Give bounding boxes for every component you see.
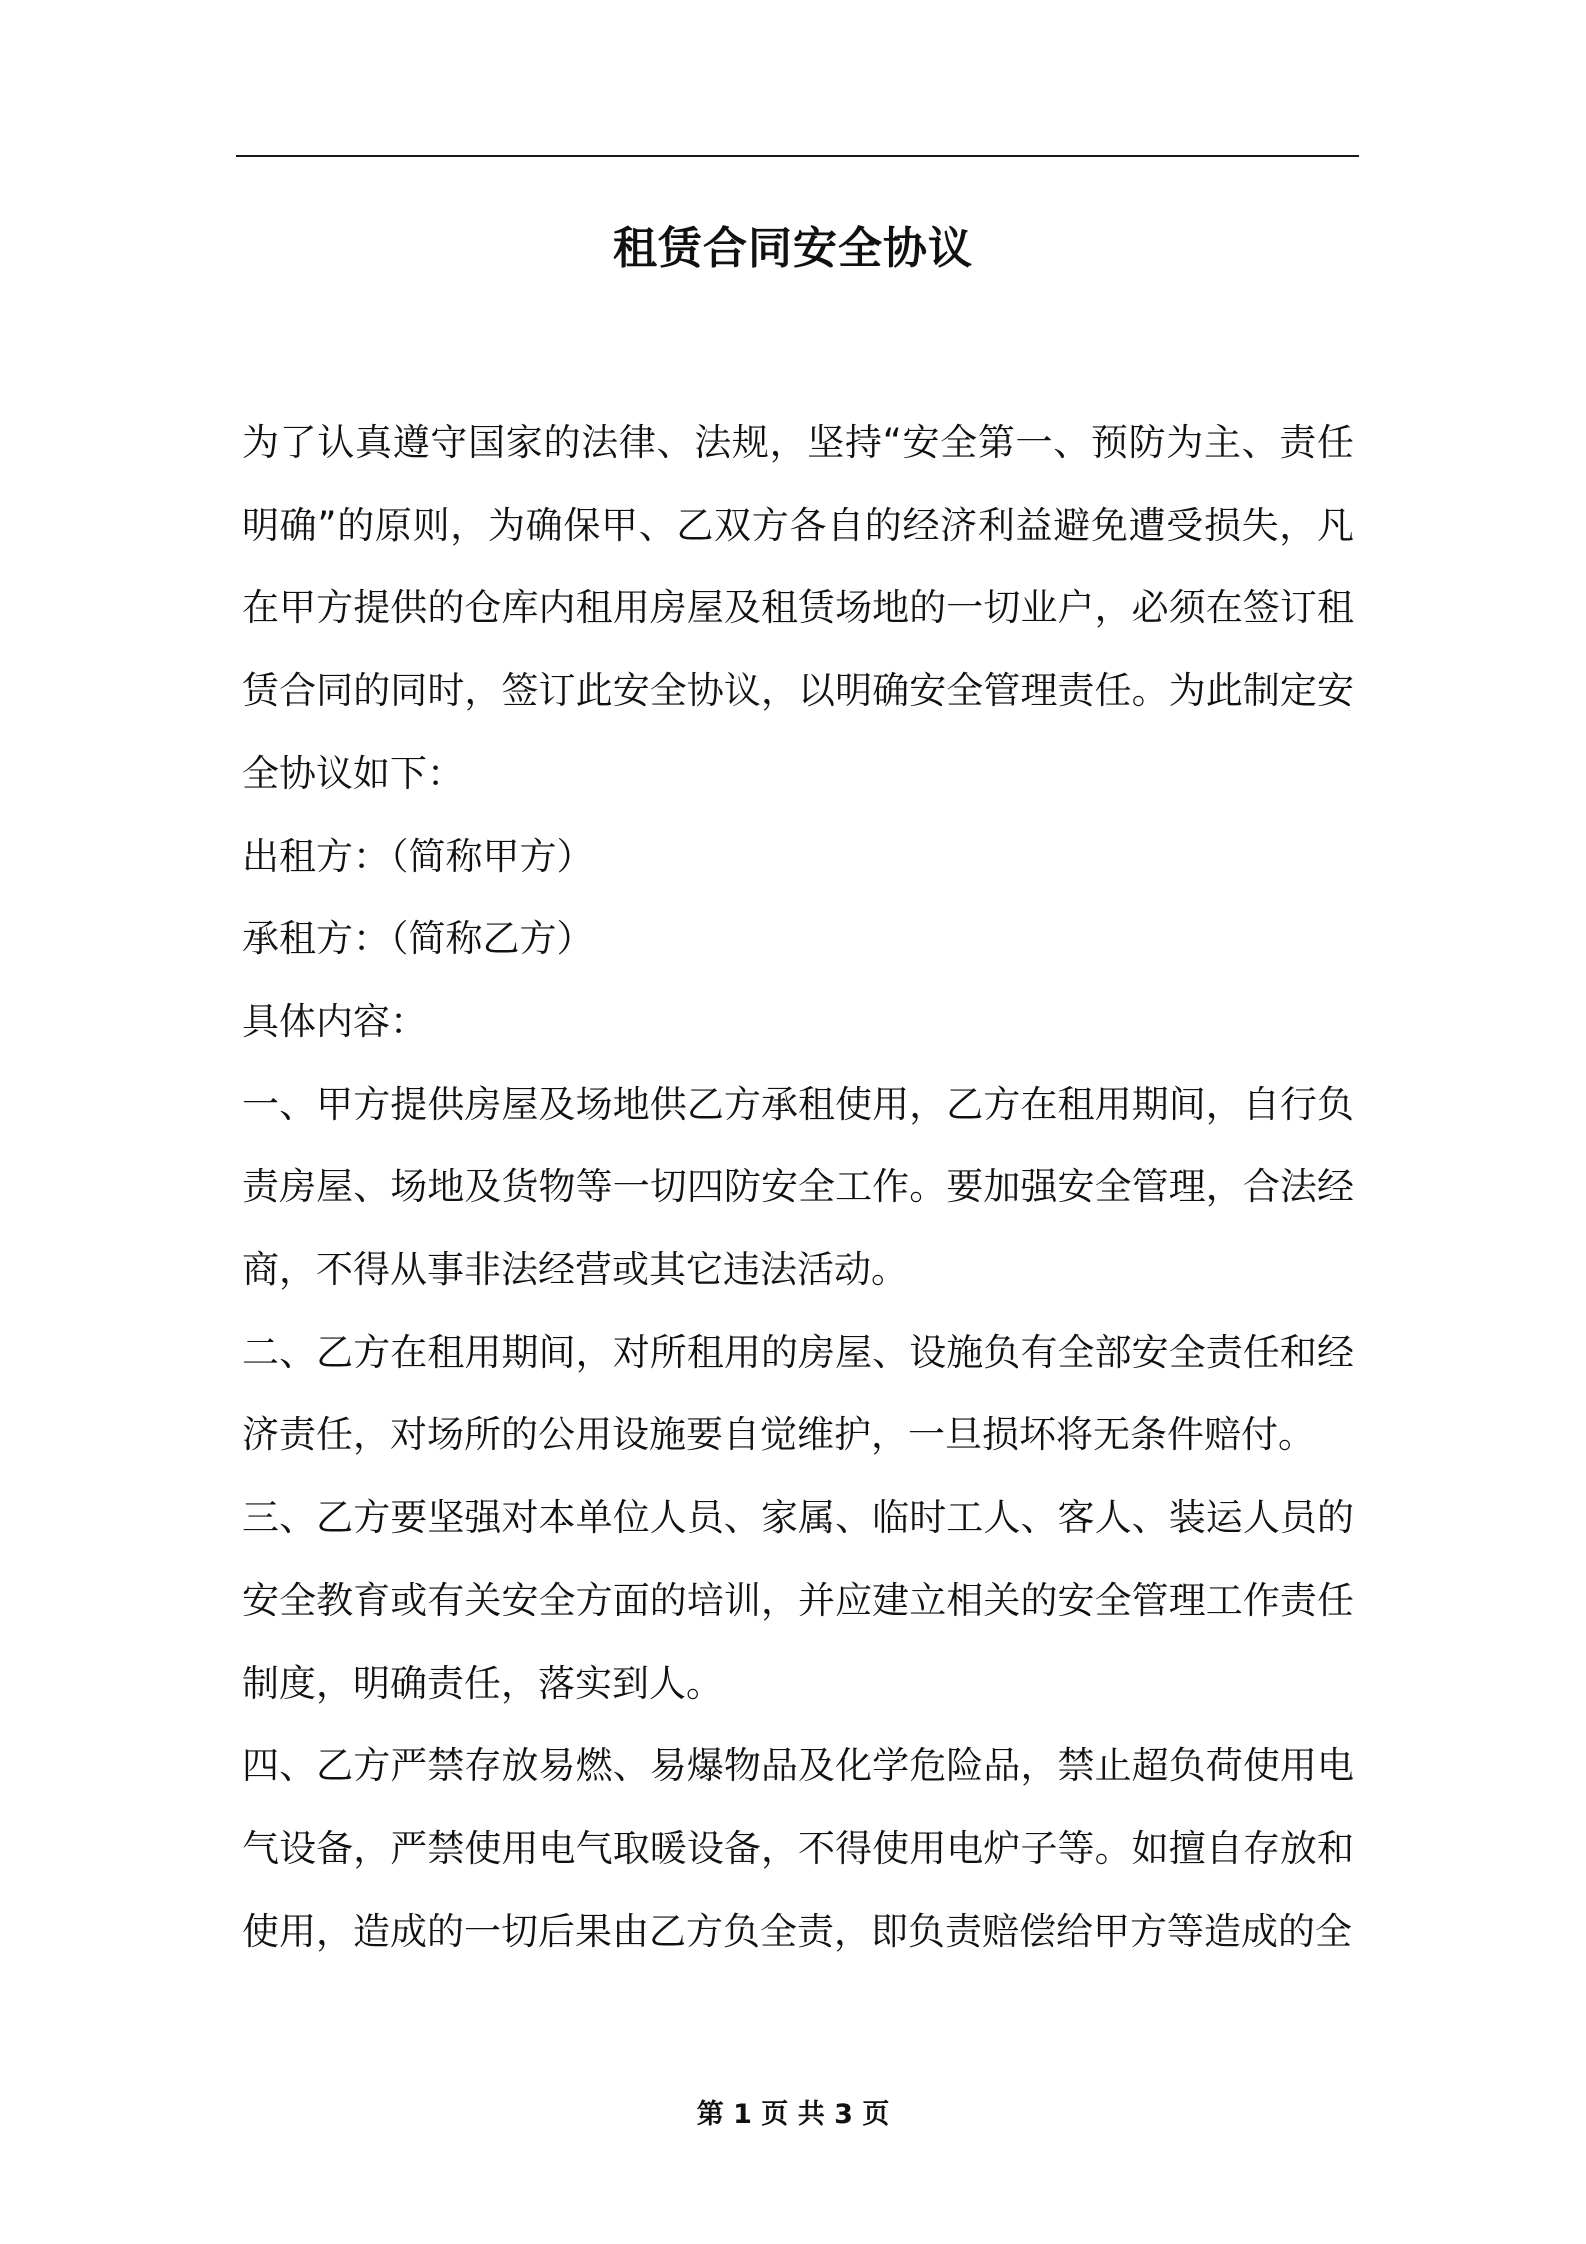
document-body — [242, 402, 1354, 1973]
document-title: 租赁合同安全协议 — [613, 223, 973, 274]
footer-middle: 页 共 — [761, 2099, 825, 2130]
paragraph-clause-2: 二、乙方在租用期间，对所租用的房屋、设施负有全部安全责任和经济责任，对场所的公用设施要自觉维护，一旦损坏将无条件赔付。 — [242, 1330, 1354, 1457]
header-rule — [236, 155, 1359, 157]
paragraph-clause-4: 四、乙方严禁存放易燃、易爆物品及化学危险品，禁止超负荷使用电气设备，严禁使用电气取暖设备，不得使用电炉子等。如擅自存放和使用，造成的一切后果由乙方负全责，即负责赔偿给甲方等造成的全 — [242, 1744, 1354, 1953]
paragraph-lessee: 承租方：（简称乙方） — [242, 917, 594, 961]
paragraph-content-heading: 具体内容： — [242, 999, 427, 1043]
footer-page-number: 1 — [733, 2099, 752, 2130]
footer-suffix: 页 — [862, 2099, 890, 2130]
footer-prefix: 第 — [696, 2099, 724, 2130]
paragraph-clause-3: 三、乙方要坚强对本单位人员、家属、临时工人、客人、装运人员的安全教育或有关安全方面的培训，并应建立相关的安全管理工作责任制度，明确责任，落实到人。 — [242, 1496, 1354, 1705]
paragraph-lessor: 出租方：（简称甲方） — [242, 834, 594, 878]
paragraph-intro: 为了认真遵守国家的法律、法规，坚持“安全第一、预防为主、责任明确”的原则，为确保甲、乙双方各自的经济利益避免遭受损失，凡在甲方提供的仓库内租用房屋及租赁场地的一切业户，必须在签订租赁合同的同时，签订此安全协议，以明确安全管理责任。为此制定安全协议如下： — [242, 421, 1354, 795]
page-footer — [0, 2092, 1586, 2131]
paragraph-clause-1: 一、甲方提供房屋及场地供乙方承租使用，乙方在租用期间，自行负责房屋、场地及货物等一切四防安全工作。要加强安全管理，合法经商，不得从事非法经营或其它违法活动。 — [242, 1082, 1354, 1292]
footer-total-pages: 3 — [834, 2099, 853, 2130]
